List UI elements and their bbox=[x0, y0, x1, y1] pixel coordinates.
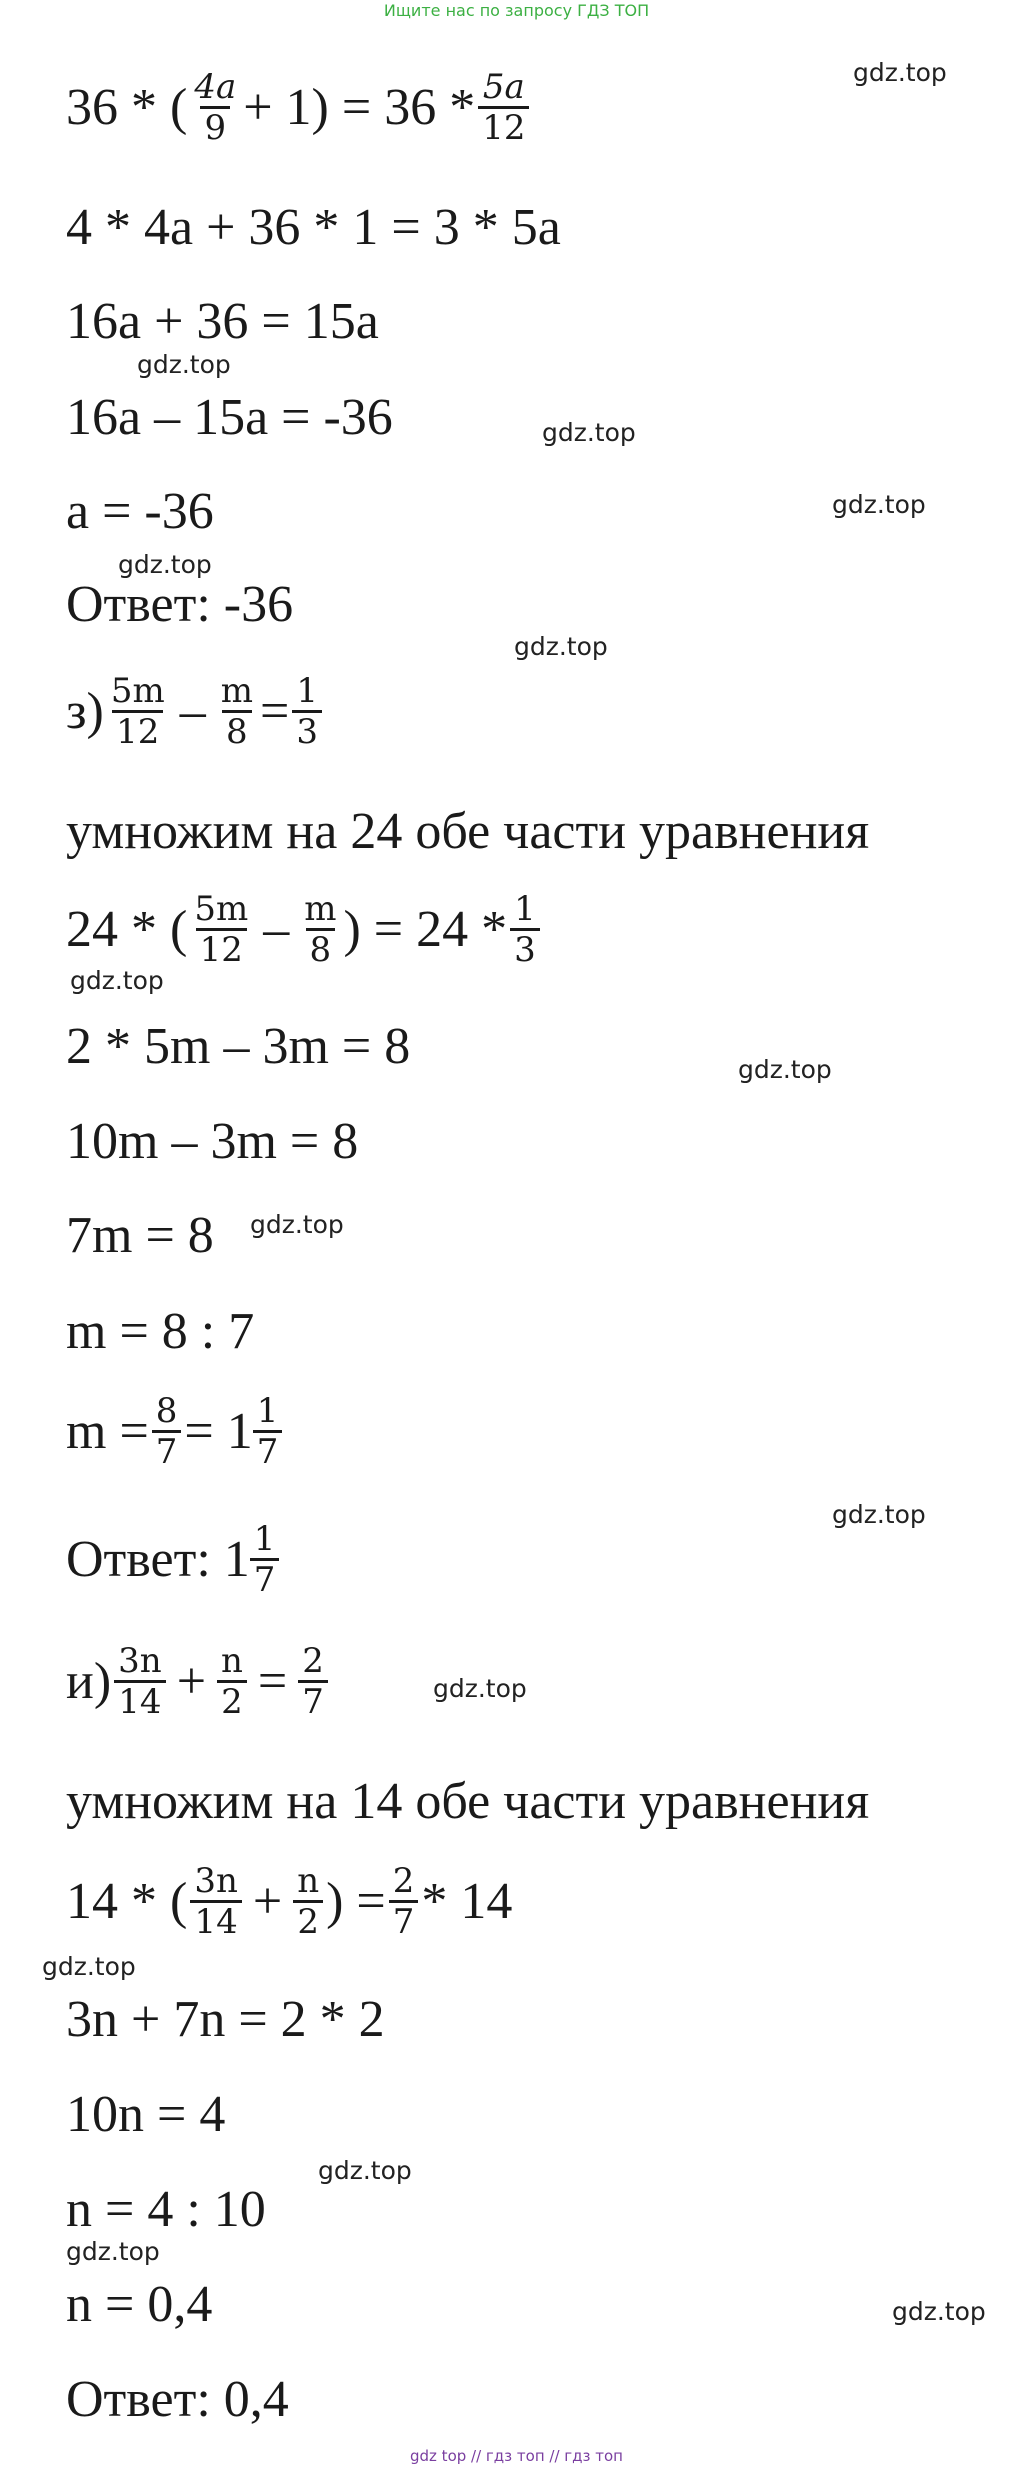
numerator: 8 bbox=[155, 1391, 178, 1431]
denominator: 8 bbox=[306, 928, 336, 969]
equation-line-1 bbox=[66, 68, 532, 147]
denominator: 3 bbox=[510, 928, 540, 969]
watermark: gdz.top bbox=[853, 58, 947, 87]
operator: + bbox=[252, 1873, 283, 1930]
equation-line-5: a = -36 bbox=[66, 483, 214, 540]
fraction bbox=[300, 890, 340, 969]
watermark: gdz.top bbox=[66, 2237, 160, 2266]
fraction bbox=[190, 68, 240, 147]
watermark: gdz.top bbox=[137, 350, 231, 379]
equation-line-9 bbox=[66, 890, 543, 969]
watermark: gdz.top bbox=[118, 550, 212, 579]
equation-line-22: n = 0,4 bbox=[66, 2276, 213, 2333]
numerator: 2 bbox=[302, 1641, 324, 1681]
problem-label: з) bbox=[66, 683, 104, 740]
denominator: 7 bbox=[152, 1430, 182, 1471]
expr-post: ) = 24 * bbox=[343, 901, 508, 958]
expr-mid: = 1 bbox=[184, 1403, 253, 1460]
denominator: 3 bbox=[292, 710, 322, 751]
watermark: gdz.top bbox=[738, 1055, 832, 1084]
numerator: n bbox=[297, 1861, 320, 1901]
watermark: gdz.top bbox=[433, 1674, 527, 1703]
numerator: 5a bbox=[482, 67, 525, 107]
equals: = bbox=[257, 1653, 288, 1710]
denominator: 8 bbox=[222, 710, 252, 751]
denominator: 14 bbox=[114, 1680, 165, 1721]
problem-i bbox=[66, 1642, 331, 1721]
numerator: 2 bbox=[392, 1861, 415, 1901]
watermark: gdz.top bbox=[832, 1500, 926, 1529]
fraction bbox=[152, 1392, 182, 1471]
fraction bbox=[114, 1642, 166, 1721]
equation-line-14 bbox=[66, 1392, 285, 1471]
numerator: 3n bbox=[118, 1641, 162, 1681]
equation-line-11: 10m – 3m = 8 bbox=[66, 1113, 359, 1170]
denominator: 12 bbox=[112, 710, 163, 751]
problem-z bbox=[66, 672, 325, 751]
expr-pre: 24 * ( bbox=[66, 901, 188, 958]
expr-tail: * 14 bbox=[421, 1873, 513, 1930]
equation-line-10: 2 * 5m – 3m = 8 bbox=[66, 1018, 411, 1075]
expr-pre: m = bbox=[66, 1403, 149, 1460]
watermark: gdz.top bbox=[892, 2297, 986, 2326]
operator: – bbox=[179, 683, 206, 740]
numerator: 1 bbox=[253, 1519, 276, 1559]
watermark: gdz.top bbox=[542, 418, 636, 447]
instruction-line-2: умножим на 14 обе части уравнения bbox=[66, 1773, 870, 1830]
equation-line-20: 10n = 4 bbox=[66, 2086, 226, 2143]
equals: = bbox=[259, 683, 290, 740]
fraction bbox=[250, 1520, 280, 1599]
watermark: gdz.top bbox=[42, 1952, 136, 1981]
watermark: gdz.top bbox=[70, 966, 164, 995]
footer-links[interactable]: gdz top // гдз топ // гдз топ bbox=[410, 2447, 623, 2465]
equation-line-2: 4 * 4a + 36 * 1 = 3 * 5a bbox=[66, 199, 561, 256]
fraction bbox=[190, 890, 252, 969]
expr-pre: 36 * ( bbox=[66, 79, 188, 136]
watermark: gdz.top bbox=[514, 632, 608, 661]
denominator: 2 bbox=[293, 1900, 323, 1941]
fraction bbox=[298, 1642, 328, 1721]
denominator: 9 bbox=[200, 106, 230, 147]
expr-post: ) = bbox=[326, 1873, 386, 1930]
fraction bbox=[190, 1862, 242, 1941]
expr-mid: + 1) = 36 * bbox=[243, 79, 476, 136]
fraction bbox=[293, 1862, 323, 1941]
denominator: 7 bbox=[389, 1900, 419, 1941]
answer-pre: Ответ: 1 bbox=[66, 1531, 250, 1588]
answer-line-3: Ответ: 0,4 bbox=[66, 2371, 289, 2428]
fraction bbox=[217, 1642, 247, 1721]
numerator: n bbox=[221, 1641, 243, 1681]
numerator: 4a bbox=[194, 67, 237, 107]
fraction bbox=[253, 1392, 283, 1471]
denominator: 2 bbox=[217, 1680, 247, 1721]
fraction bbox=[107, 672, 169, 751]
denominator: 12 bbox=[478, 106, 529, 147]
equation-line-4: 16a – 15a = -36 bbox=[66, 389, 393, 446]
equation-line-21: n = 4 : 10 bbox=[66, 2181, 266, 2238]
denominator: 7 bbox=[298, 1680, 328, 1721]
watermark: gdz.top bbox=[250, 1210, 344, 1239]
equation-line-19: 3n + 7n = 2 * 2 bbox=[66, 1991, 385, 2048]
equation-line-13: m = 8 : 7 bbox=[66, 1303, 255, 1360]
numerator: m bbox=[220, 671, 253, 711]
fraction bbox=[292, 672, 322, 751]
fraction bbox=[389, 1862, 419, 1941]
denominator: 14 bbox=[190, 1900, 241, 1941]
fraction bbox=[217, 672, 257, 751]
operator: + bbox=[176, 1653, 207, 1710]
fraction bbox=[510, 890, 540, 969]
denominator: 7 bbox=[253, 1430, 283, 1471]
numerator: 3n bbox=[194, 1861, 238, 1901]
instruction-line-1: умножим на 24 обе части уравнения bbox=[66, 803, 870, 860]
numerator: 1 bbox=[296, 671, 318, 711]
denominator: 7 bbox=[250, 1558, 280, 1599]
equation-line-12: 7m = 8 bbox=[66, 1207, 214, 1264]
equation-line-18 bbox=[66, 1862, 512, 1941]
numerator: 5m bbox=[110, 671, 165, 711]
answer-line-1: Ответ: -36 bbox=[66, 576, 294, 633]
watermark: gdz.top bbox=[832, 490, 926, 519]
answer-line-2 bbox=[66, 1520, 282, 1599]
watermark: gdz.top bbox=[318, 2156, 412, 2185]
operator: – bbox=[263, 901, 290, 958]
numerator: 1 bbox=[256, 1391, 279, 1431]
numerator: m bbox=[304, 889, 337, 929]
denominator: 12 bbox=[196, 928, 247, 969]
numerator: 5m bbox=[194, 889, 249, 929]
numerator: 1 bbox=[514, 889, 536, 929]
fraction bbox=[478, 68, 529, 147]
problem-label: и) bbox=[66, 1653, 112, 1710]
expr-pre: 14 * ( bbox=[66, 1873, 188, 1930]
search-hint-link[interactable]: Ищите нас по запросу ГДЗ ТОП bbox=[383, 1, 650, 20]
equation-line-3: 16a + 36 = 15a bbox=[66, 293, 379, 350]
